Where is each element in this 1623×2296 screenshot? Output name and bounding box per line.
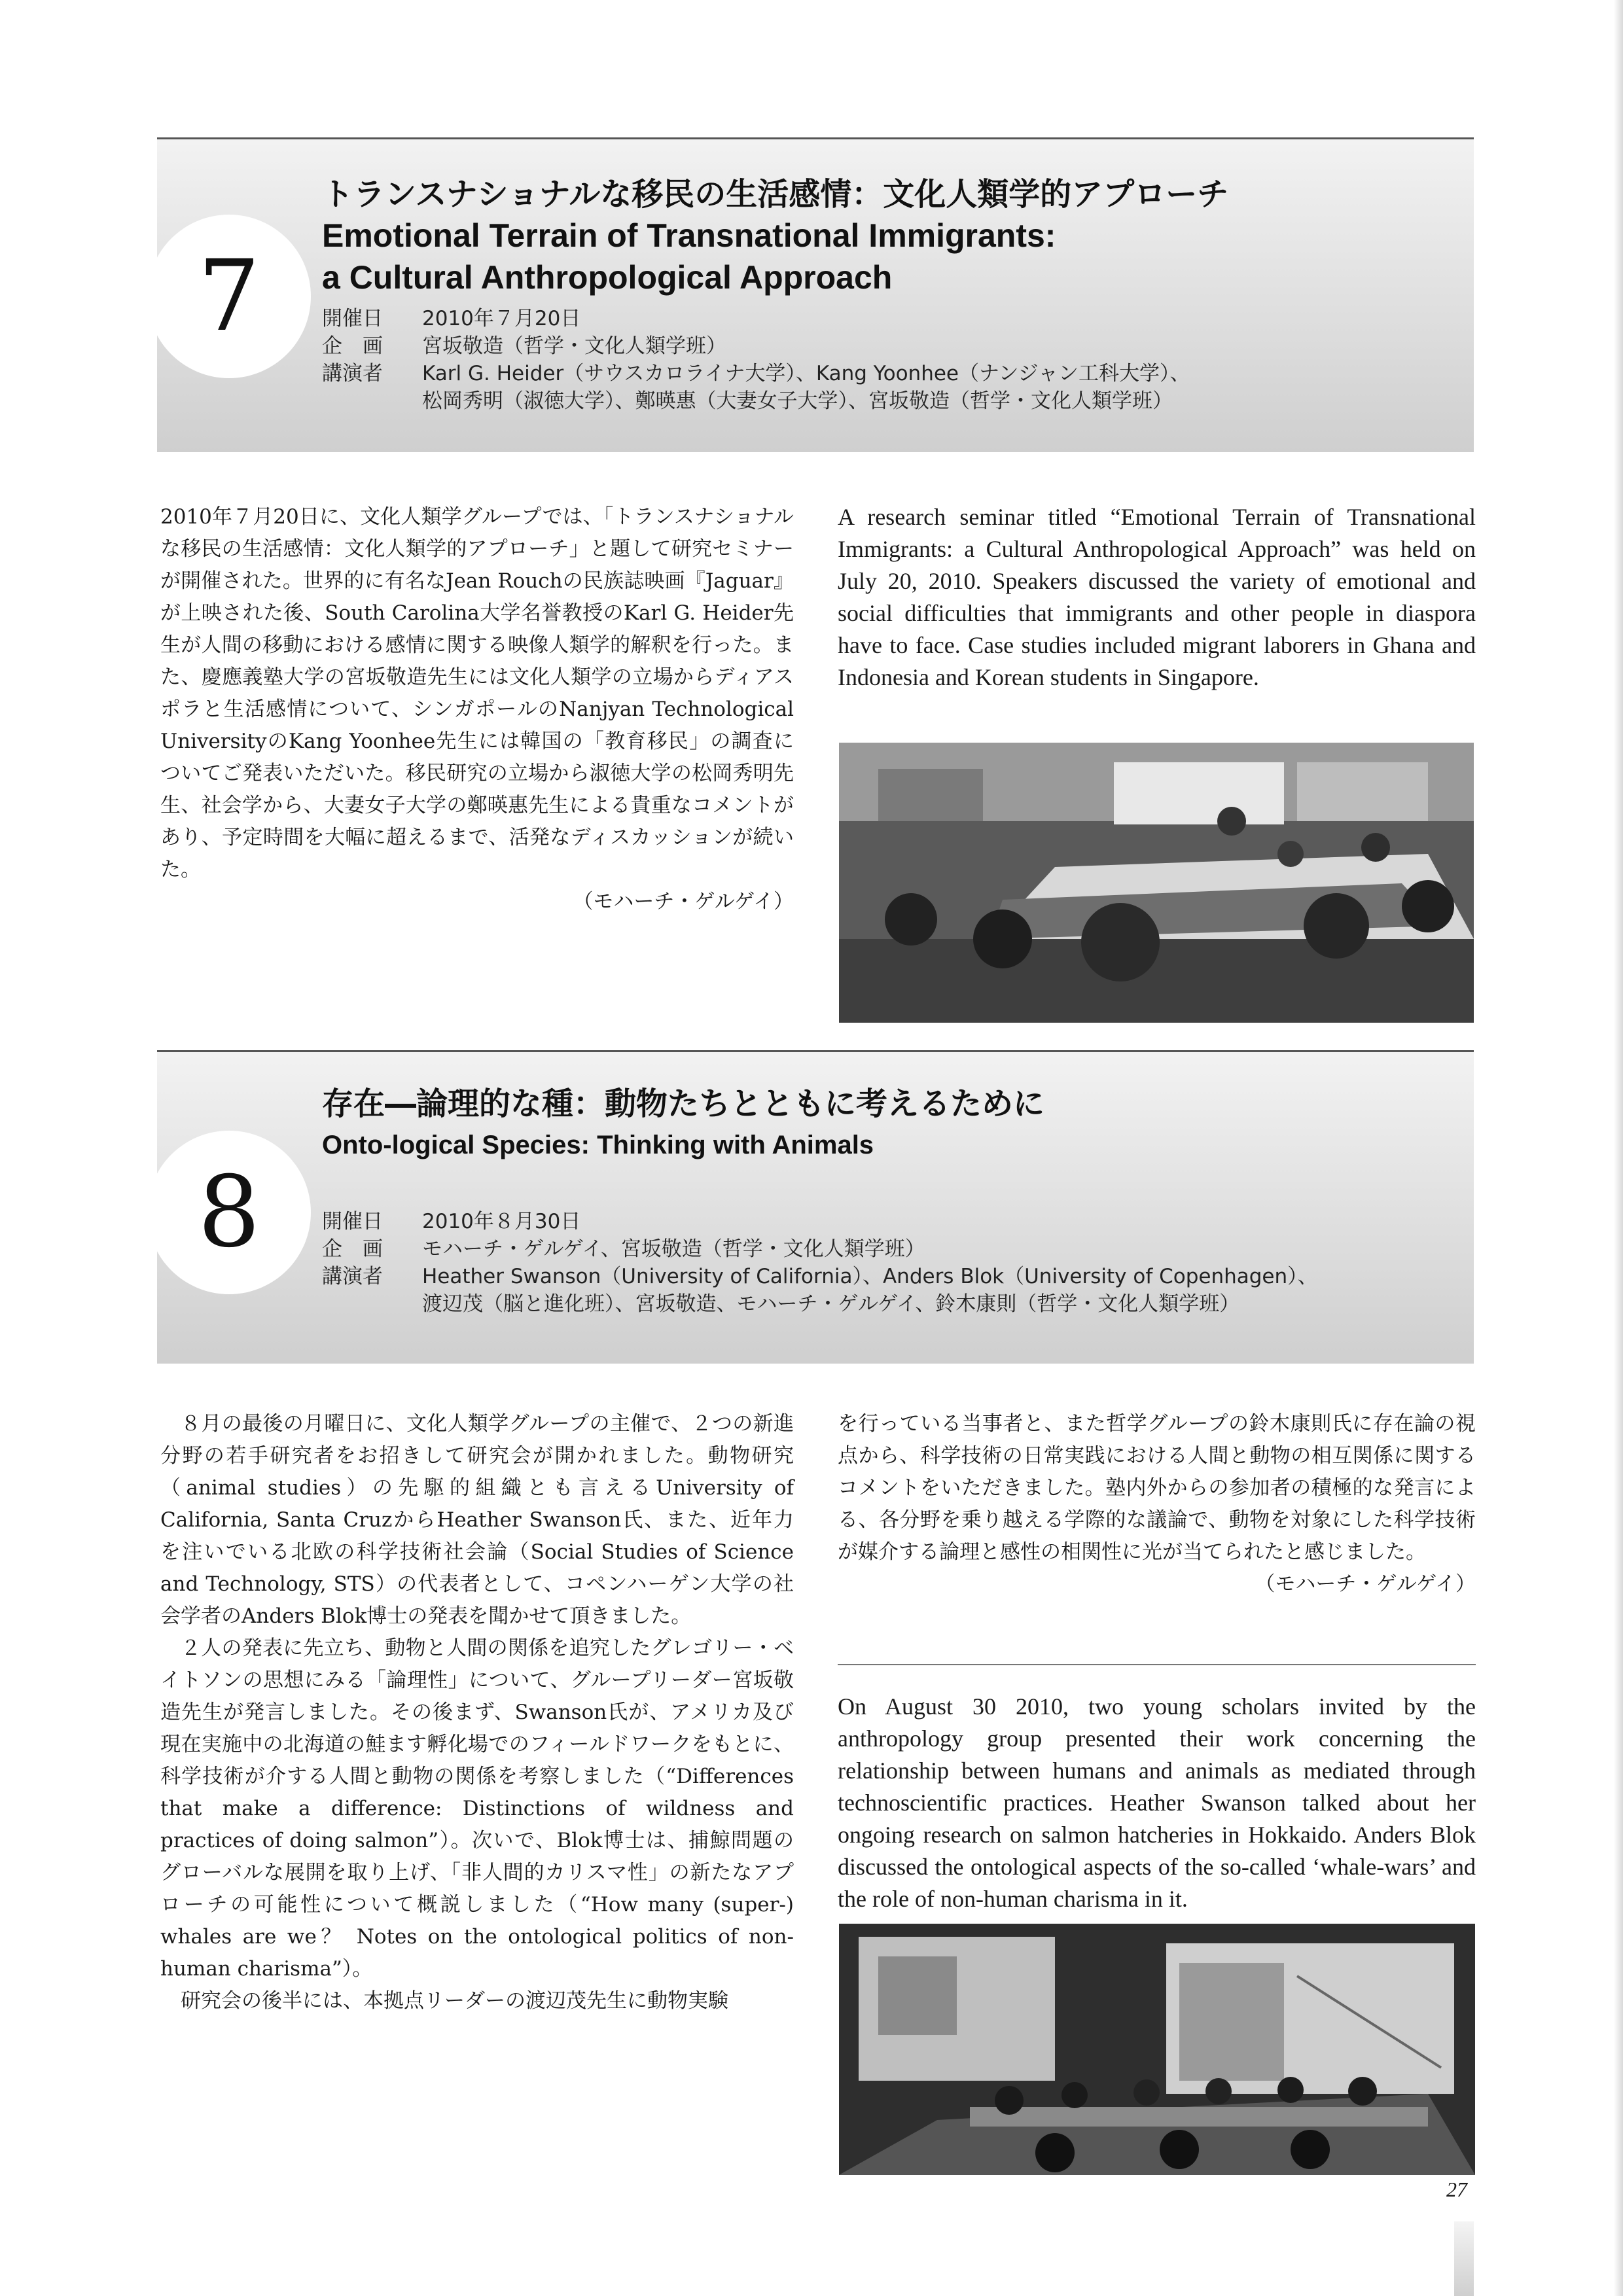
section-7-body-ja — [160, 501, 794, 918]
section-7-signature: （モハーチ・ゲルゲイ） — [573, 890, 794, 913]
section-8-seminar-photo — [839, 1924, 1475, 2175]
section-7-title-ja: トランスナショナルな移民の生活感情：文化人類学的アプローチ — [322, 176, 1229, 213]
seminar-room-illustration — [839, 743, 1474, 1023]
section-8-title-ja: 存在―論理的な種：動物たちとともに考えるために — [322, 1086, 1045, 1122]
section-8-number: 8 — [198, 1156, 260, 1269]
page-tab — [1454, 2221, 1474, 2296]
section-7-body-ja-text: 2010年７月20日に、文化人類学グループでは、「トランスナショナルな移民の生活感情：文化人類学的アプローチ」と題して研究セミナーが開催された。世界的に有名なJean Rouchの民族誌映画『Jaguar』が上映された後、South Carolina大学名誉教授のKarl G. Heider先生が人間の移動における感情に関する映像人類学的解釈を行った。また、慶應義塾大学の宮坂敬造先生には文化人類学の立場からディアスポラと生活感情について、シンガポールのNanjyan Technological UniversityのKang Yoonhee先生には韓国の「教育移民」の調査についてご発表いただいた。移民研究の立場から淑徳大学の松岡秀明先生、社会学から、大妻女子大学の鄭暎惠先生による貴重なコメントがあり、予定時間を大幅に超えるまで、活発なディスカッションが続いた。 — [160, 505, 794, 881]
section-8-body-en: On August 30 2010, two young scholars invited by the anthropology group presented their work concerning the relationship between humans and animals as mediated through technoscientific practices. Heather Swanson talked about her ongoing research on salmon hatcheries in Hokkaido. Anders Blok discussed the ontological aspects of the so-called ‘whale-wars’ and the role of non-human charisma in it. — [838, 1693, 1476, 1912]
section-8-paragraph-2: ２人の発表に先立ち、動物と人間の関係を追究したグレゴリー・ベイトソンの思想にみる「論理性」について、グループリーダー宮坂敬造先生が発言しました。その後まず、Swanson氏が、アメリカ及び現在実施中の北海道の鮭ます孵化場でのフィールドワークをもとに、科学技術が介する人間と動物の関係を考察しました（“Differences that make a difference: Distinctions of wildness and practices of doing salmon”）。次いで、Blok博士は、捕鯨問題のグローバルな展開を取り上げ、「非人間的カリスマ性」の新たなアプローチの可能性について概説しました（“How many (super-) whales are we？ Notes on the ontological politics of non-human charisma”）。 — [160, 1636, 794, 1981]
section-8-paragraph-right: を行っている当事者と、また哲学グループの鈴木康則氏に存在論の視点から、科学技術の日常実践における人間と動物の相互関係に関するコメントをいただきました。塾内外からの参加者の積極的な発言による、各分野を乗り越える学際的な議論で、動物を対象にした科学技術が媒介する論理と感性の相関性に光が当てられたと感じました。 — [838, 1412, 1476, 1564]
section-7-body-en: A research seminar titled “Emotional Terrain of Transnational Immigrants: a Cultural Anthropological Approach” was held on July 20, 2010. Speakers discussed the variety of emotional and social difficulties that immigrants and other people in diaspora have to face. Case studies included migrant laborers in Ghana and Indonesia and Korean students in Singapore. — [838, 504, 1476, 690]
section-7-meta — [322, 305, 1190, 415]
speakers-label: 講演者 — [322, 362, 383, 385]
plan-value: モハーチ・ゲルゲイ、宮坂敬造（哲学・文化人類学班） — [422, 1237, 925, 1261]
section-7-number-badge — [147, 215, 311, 378]
section-8-paragraph-3: 研究会の後半には、本拠点リーダーの渡辺茂先生に動物実験 — [181, 1989, 728, 2013]
section-7-seminar-photo — [839, 743, 1474, 1023]
section-8-signature: （モハーチ・ゲルゲイ） — [1255, 1572, 1476, 1596]
speakers-line-2: 松岡秀明（淑徳大学）、鄭暎惠（大妻女子大学）、宮坂敬造（哲学・文化人類学班） — [422, 389, 1173, 413]
section-8-title-en: Onto-logical Species: Thinking with Animals — [322, 1131, 874, 1159]
section-8-divider — [838, 1664, 1476, 1665]
speakers-line-1: Heather Swanson（University of California）、Anders Blok（University of Copenhagen）、 — [422, 1265, 1318, 1288]
plan-label: 企 画 — [322, 334, 383, 358]
section-8-number-badge — [147, 1131, 311, 1294]
lecture-hall-illustration — [839, 1924, 1475, 2175]
section-8-meta — [322, 1208, 1318, 1318]
section-7-title-en-line2: a Cultural Anthropological Approach — [322, 259, 893, 296]
date-value: 2010年７月20日 — [422, 307, 581, 330]
section-8-body-ja-left — [160, 1408, 794, 2017]
date-label: 開催日 — [322, 307, 383, 330]
date-value: 2010年８月30日 — [422, 1210, 581, 1233]
section-8-paragraph-1: ８月の最後の月曜日に、文化人類学グループの主催で、２つの新進分野の若手研究者をお招きして研究会が開かれました。動物研究（animal studies）の先駆的組織とも言えるUniversity of California, Santa CruzからHeather Swanson氏、また、近年力を注いでいる北欧の科学技術社会論（Social Studies of Science and Technology, STS）の代表者として、コペンハーゲン大学の社会学者のAnders Blok博士の発表を聞かせて頂きました。 — [160, 1412, 794, 1628]
plan-value: 宮坂敬造（哲学・文化人類学班） — [422, 334, 726, 358]
page-number: 27 — [1446, 2178, 1467, 2201]
speakers-label: 講演者 — [322, 1265, 383, 1288]
date-label: 開催日 — [322, 1210, 383, 1233]
section-7-title-en-line1: Emotional Terrain of Transnational Immigrants: — [322, 217, 1056, 254]
page-edge-shadow — [1614, 0, 1623, 2296]
speakers-line-1: Karl G. Heider（サウスカロライナ大学）、Kang Yoonhee（ナンジャン工科大学）、 — [422, 362, 1190, 385]
plan-label: 企 画 — [322, 1237, 383, 1261]
speakers-line-2: 渡辺茂（脳と進化班）、宮坂敬造、モハーチ・ゲルゲイ、鈴木康則（哲学・文化人類学班） — [422, 1292, 1240, 1316]
section-8-body-ja-right — [838, 1408, 1476, 1600]
section-7-number: 7 — [198, 239, 260, 353]
